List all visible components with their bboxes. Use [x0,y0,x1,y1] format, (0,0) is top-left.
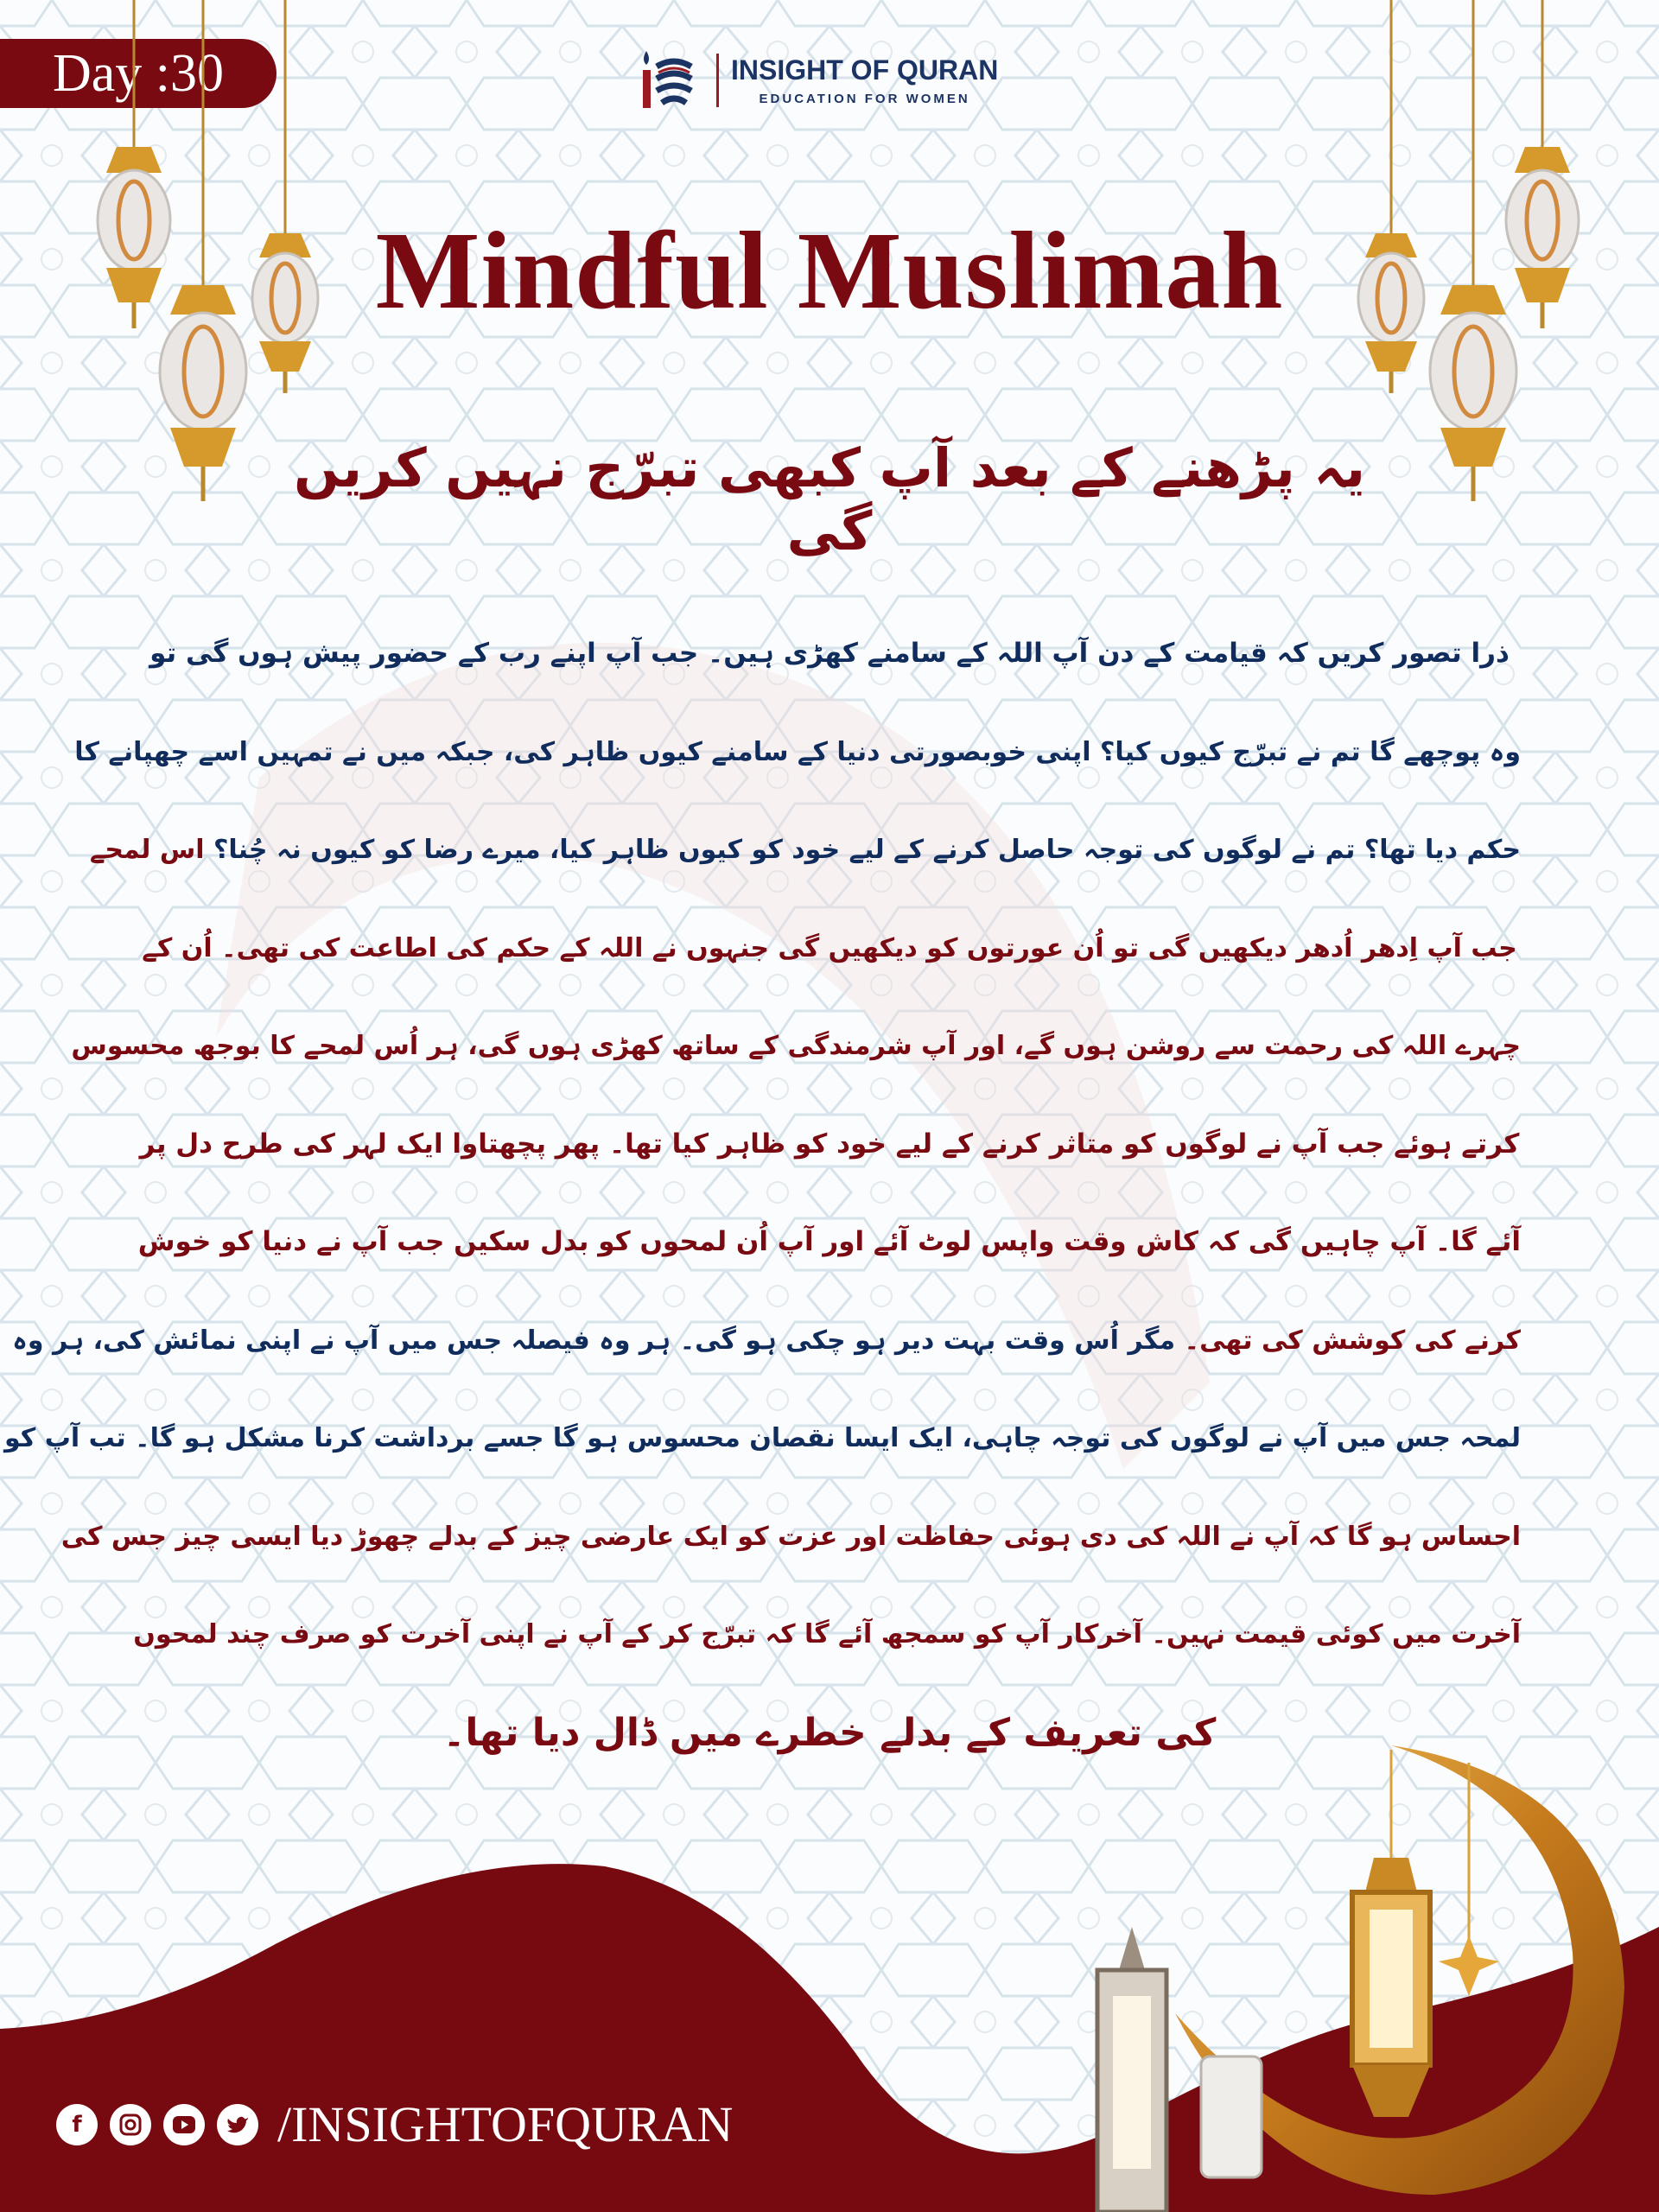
body-line [138,1193,1521,1292]
social-links [56,2095,733,2153]
body-line [138,605,1521,703]
instagram-icon[interactable] [110,2104,151,2145]
logo-divider [716,54,719,107]
body-line [74,703,1521,802]
page-title: Mindful Muslimah [375,209,1284,332]
body-line [71,997,1521,1096]
body-text-segment: لمحہ جس میں آپ نے لوگوں کی توجہ چاہی، ایک ایسا نقصان محسوس ہو گا جسے برداشت کرنا مشکل ہو گا۔ تب آپ کو [4,1423,1521,1453]
urdu-subtitle: یہ پڑھنے کے بعد آپ کبھی تبرّج نہیں کریں گی [293,436,1366,563]
body-line [4,1389,1521,1488]
body-text-segment: کرنے کی کوشش کی تھی۔ [1175,1325,1521,1356]
body-text-segment: چہرے اللہ کی رحمت سے روشن ہوں گے، اور آپ شرمندگی کے ساتھ کھڑی ہوں گی، ہر اُس لمحے کا بوجھ محسوس [71,1031,1521,1061]
body-text-segment: ذرا تصور کریں کہ قیامت کے دن آپ اللہ کے سامنے کھڑی ہیں۔ جب آپ اپنے رب کے حضور پیش ہوں گی تو [149,638,1510,669]
body-line [138,1096,1521,1194]
facebook-icon[interactable]: f [56,2104,98,2145]
twitter-icon[interactable] [217,2104,258,2145]
body-text-segment: آخرت میں کوئی قیمت نہیں۔ آخرکار آپ کو سمجھ آئے گا کہ تبرّج کر کے آپ نے اپنی آخرت کو صرف چند لمحوں [133,1619,1521,1649]
body-text-segment: وہ پوچھے گا تم نے تبرّج کیوں کیا؟ اپنی خوبصورتی دنیا کے سامنے کیوں ظاہر کی، جبکہ میں نے تمہیں اسے چھپانے کا [74,736,1521,767]
youtube-icon[interactable] [163,2104,205,2145]
day-badge: Day :30 [0,39,276,108]
logo-name: INSIGHT OF QURAN [731,54,999,86]
body-text-segment: احساس ہو گا کہ آپ نے اللہ کی دی ہوئی حفاظت اور عزت کو ایک عارضی چیز کے بدلے چھوڑ دیا ایسی چیز جس کی [60,1521,1521,1552]
body-line [138,899,1521,998]
body-text-segment: مگر اُس وقت بہت دیر ہو چکی ہو گی۔ ہر وہ فیصلہ جس میں آپ نے اپنی نمائش کی، ہر وہ [12,1325,1176,1356]
brand-logo [639,48,998,112]
body-text-segment: حکم دیا تھا؟ تم نے لوگوں کی توجہ حاصل کرنے کے لیے خود کو کیوں ظاہر کیا، میرے رضا کو کیوں نہ چُنا؟ [204,835,1521,865]
article-body [4,605,1521,1782]
body-text-segment: آئے گا۔ آپ چاہیں گی کہ کاش وقت واپس لوٹ آئے اور آپ اُن لمحوں کو بدل سکیں جب آپ نے دنیا کو خوش [137,1226,1521,1257]
logo-tagline: EDUCATION FOR WOMEN [759,91,970,106]
body-line [60,1488,1521,1586]
body-line [12,1292,1521,1390]
social-handle[interactable]: /INSIGHTOFQURAN [277,2096,734,2152]
body-line [133,1586,1521,1684]
body-text-segment: کرتے ہوئے جب آپ نے لوگوں کو متاثر کرنے کے لیے خود کو ظاہر کیا تھا۔ پھر پچھتاوا ایک لہر کی طرح دل پر [139,1128,1520,1160]
crescent-moon-lanterns-icon [1063,1728,1659,2212]
body-line [89,801,1521,899]
logo-mark-icon [639,49,704,111]
body-text-segment: اس لمحے [89,835,205,865]
body-text-segment: جب آپ اِدھر اُدھر دیکھیں گی تو اُن عورتوں کو دیکھیں گی جنہوں نے اللہ کے حکم کی اطاعت کی تھی۔ اُن کے [142,932,1517,963]
body-text-segment: کی تعریف کے بدلے خطرے میں ڈال دیا تھا۔ [442,1710,1217,1755]
